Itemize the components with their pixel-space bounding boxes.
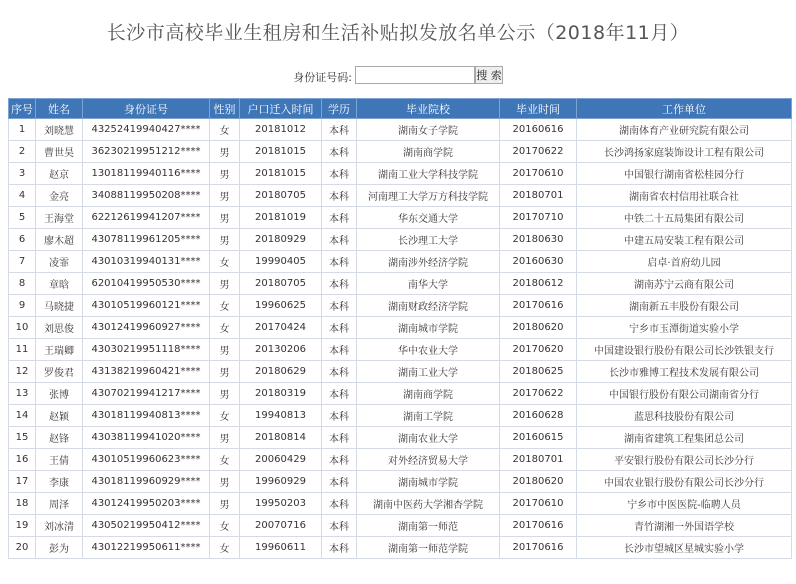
cell-index: 10: [9, 317, 36, 339]
cell-gender: 男: [210, 207, 240, 229]
cell-hukou-date: 20170424: [240, 317, 322, 339]
cell-degree: 本科: [322, 251, 357, 273]
cell-graduation-date: 20160630: [500, 251, 577, 273]
id-number-search-input[interactable]: [355, 66, 475, 84]
cell-name: 刘冰清: [36, 515, 83, 537]
cell-graduation-date: 20180625: [500, 361, 577, 383]
cell-name: 曹世昊: [36, 141, 83, 163]
search-button[interactable]: 搜 索: [475, 66, 503, 84]
cell-degree: 本科: [322, 537, 357, 559]
table-row: [9, 185, 792, 207]
cell-id-number: 13018119940116****: [83, 163, 210, 185]
cell-hukou-date: 20181019: [240, 207, 322, 229]
header-employer: 工作单位: [577, 99, 792, 119]
cell-hukou-date: 20180929: [240, 229, 322, 251]
cell-graduation-date: 20180612: [500, 273, 577, 295]
cell-degree: 本科: [322, 317, 357, 339]
cell-employer: 蓝思科技股份有限公司: [577, 405, 792, 427]
table-row: [9, 449, 792, 471]
cell-employer: 湖南新五丰股份有限公司: [577, 295, 792, 317]
cell-name: 廖木超: [36, 229, 83, 251]
cell-degree: 本科: [322, 229, 357, 251]
cell-name: 王倩: [36, 449, 83, 471]
cell-name: 周泽: [36, 493, 83, 515]
cell-gender: 女: [210, 405, 240, 427]
cell-index: 14: [9, 405, 36, 427]
cell-id-number: 43030219951118****: [83, 339, 210, 361]
cell-gender: 女: [210, 515, 240, 537]
cell-graduation-date: 20170622: [500, 141, 577, 163]
cell-hukou-date: 20130206: [240, 339, 322, 361]
cell-id-number: 62212619941207****: [83, 207, 210, 229]
cell-employer: 中建五局安装工程有限公司: [577, 229, 792, 251]
table-row: [9, 119, 792, 141]
header-graduation-date: 毕业时间: [500, 99, 577, 119]
cell-id-number: 43010519960623****: [83, 449, 210, 471]
cell-degree: 本科: [322, 163, 357, 185]
cell-school: 湖南商学院: [357, 383, 500, 405]
cell-school: 湖南农业大学: [357, 427, 500, 449]
cell-id-number: 43018119960929****: [83, 471, 210, 493]
cell-name: 凌霏: [36, 251, 83, 273]
cell-id-number: 43018119940813****: [83, 405, 210, 427]
cell-index: 8: [9, 273, 36, 295]
header-degree: 学历: [322, 99, 357, 119]
cell-hukou-date: 20180705: [240, 273, 322, 295]
cell-degree: 本科: [322, 427, 357, 449]
cell-gender: 女: [210, 537, 240, 559]
cell-school: 湖南第一师范学院: [357, 537, 500, 559]
cell-school: 湖南第一师范: [357, 515, 500, 537]
cell-name: 金亮: [36, 185, 83, 207]
cell-id-number: 34088119950208****: [83, 185, 210, 207]
table-row: [9, 339, 792, 361]
cell-school: 华中农业大学: [357, 339, 500, 361]
cell-employer: 湖南苏宁云商有限公司: [577, 273, 792, 295]
cell-degree: 本科: [322, 471, 357, 493]
cell-hukou-date: 20180705: [240, 185, 322, 207]
cell-id-number: 36230219951212****: [83, 141, 210, 163]
cell-id-number: 43070219941217****: [83, 383, 210, 405]
table-row: [9, 317, 792, 339]
cell-graduation-date: 20180701: [500, 449, 577, 471]
cell-degree: 本科: [322, 515, 357, 537]
cell-school: 湖南商学院: [357, 141, 500, 163]
cell-hukou-date: 19960611: [240, 537, 322, 559]
table-row: [9, 295, 792, 317]
cell-hukou-date: 19940813: [240, 405, 322, 427]
search-bar: [0, 66, 796, 86]
cell-school: 湖南工学院: [357, 405, 500, 427]
cell-school: 湖南城市学院: [357, 317, 500, 339]
cell-school: 湖南女子学院: [357, 119, 500, 141]
cell-employer: 湖南体育产业研究院有限公司: [577, 119, 792, 141]
cell-degree: 本科: [322, 339, 357, 361]
header-id-number: 身份证号: [83, 99, 210, 119]
cell-employer: 中国农业银行股份有限公司长沙分行: [577, 471, 792, 493]
cell-school: 湖南工业大学科技学院: [357, 163, 500, 185]
cell-index: 3: [9, 163, 36, 185]
table-row: [9, 515, 792, 537]
table-row: [9, 471, 792, 493]
table-row: [9, 229, 792, 251]
cell-employer: 湖南省建筑工程集团总公司: [577, 427, 792, 449]
cell-employer: 湖南省农村信用社联合社: [577, 185, 792, 207]
cell-degree: 本科: [322, 273, 357, 295]
cell-hukou-date: 20070716: [240, 515, 322, 537]
cell-gender: 女: [210, 295, 240, 317]
cell-name: 李康: [36, 471, 83, 493]
cell-degree: 本科: [322, 383, 357, 405]
table-row: [9, 537, 792, 559]
table-row: [9, 163, 792, 185]
cell-hukou-date: 20181015: [240, 141, 322, 163]
cell-hukou-date: 19950203: [240, 493, 322, 515]
cell-employer: 中铁二十五局集团有限公司: [577, 207, 792, 229]
cell-index: 20: [9, 537, 36, 559]
cell-employer: 平安银行股份有限公司长沙分行: [577, 449, 792, 471]
cell-school: 华东交通大学: [357, 207, 500, 229]
cell-index: 9: [9, 295, 36, 317]
cell-gender: 男: [210, 163, 240, 185]
cell-employer: 启卓·首府幼儿园: [577, 251, 792, 273]
id-number-label: 身份证号码:: [293, 71, 352, 84]
cell-gender: 女: [210, 317, 240, 339]
header-row: [9, 99, 792, 119]
table-row: [9, 207, 792, 229]
table-body: [9, 119, 792, 559]
cell-hukou-date: 20060429: [240, 449, 322, 471]
cell-employer: 中国银行湖南省松桂园分行: [577, 163, 792, 185]
cell-hukou-date: 20180319: [240, 383, 322, 405]
cell-index: 11: [9, 339, 36, 361]
cell-degree: 本科: [322, 361, 357, 383]
cell-graduation-date: 20170610: [500, 493, 577, 515]
cell-index: 4: [9, 185, 36, 207]
cell-gender: 男: [210, 273, 240, 295]
cell-degree: 本科: [322, 119, 357, 141]
header-index: 序号: [9, 99, 36, 119]
cell-gender: 男: [210, 383, 240, 405]
cell-gender: 男: [210, 361, 240, 383]
cell-id-number: 43012419960927****: [83, 317, 210, 339]
cell-gender: 女: [210, 449, 240, 471]
cell-id-number: 43038119941020****: [83, 427, 210, 449]
cell-id-number: 43050219950412****: [83, 515, 210, 537]
cell-gender: 男: [210, 427, 240, 449]
cell-gender: 男: [210, 471, 240, 493]
table-row: [9, 361, 792, 383]
cell-id-number: 43012219950611****: [83, 537, 210, 559]
cell-graduation-date: 20180701: [500, 185, 577, 207]
cell-name: 赵颖: [36, 405, 83, 427]
cell-graduation-date: 20170710: [500, 207, 577, 229]
cell-name: 罗俊君: [36, 361, 83, 383]
cell-degree: 本科: [322, 405, 357, 427]
table-row: [9, 493, 792, 515]
cell-gender: 男: [210, 141, 240, 163]
cell-graduation-date: 20180620: [500, 471, 577, 493]
cell-name: 刘思俊: [36, 317, 83, 339]
cell-employer: 长沙鸿扬家庭装饰设计工程有限公司: [577, 141, 792, 163]
cell-name: 赵锋: [36, 427, 83, 449]
cell-school: 湖南财政经济学院: [357, 295, 500, 317]
cell-graduation-date: 20180620: [500, 317, 577, 339]
cell-school: 南华大学: [357, 273, 500, 295]
cell-school: 河南理工大学万方科技学院: [357, 185, 500, 207]
cell-school: 对外经济贸易大学: [357, 449, 500, 471]
cell-employer: 长沙市望城区星城实验小学: [577, 537, 792, 559]
cell-graduation-date: 20160615: [500, 427, 577, 449]
cell-index: 18: [9, 493, 36, 515]
cell-hukou-date: 20180814: [240, 427, 322, 449]
cell-graduation-date: 20170616: [500, 515, 577, 537]
cell-name: 赵京: [36, 163, 83, 185]
cell-employer: 青竹湖湘一外国语学校: [577, 515, 792, 537]
cell-degree: 本科: [322, 141, 357, 163]
table-row: [9, 273, 792, 295]
cell-id-number: 43010319940131****: [83, 251, 210, 273]
cell-school: 湖南中医药大学湘杏学院: [357, 493, 500, 515]
cell-school: 长沙理工大学: [357, 229, 500, 251]
table-row: [9, 405, 792, 427]
cell-index: 5: [9, 207, 36, 229]
cell-id-number: 43078119961205****: [83, 229, 210, 251]
cell-hukou-date: 19960625: [240, 295, 322, 317]
cell-employer: 宁乡市玉潭街道实验小学: [577, 317, 792, 339]
cell-hukou-date: 20181012: [240, 119, 322, 141]
cell-degree: 本科: [322, 493, 357, 515]
table-row: [9, 427, 792, 449]
cell-school: 湖南工业大学: [357, 361, 500, 383]
table-row: [9, 383, 792, 405]
header-hukou-date: 户口迁入时间: [240, 99, 322, 119]
cell-index: 1: [9, 119, 36, 141]
cell-name: 张博: [36, 383, 83, 405]
cell-graduation-date: 20160628: [500, 405, 577, 427]
cell-name: 王瑞卿: [36, 339, 83, 361]
subsidy-roster-table: [8, 98, 792, 559]
cell-hukou-date: 20180629: [240, 361, 322, 383]
cell-id-number: 43252419940427****: [83, 119, 210, 141]
cell-index: 16: [9, 449, 36, 471]
cell-index: 19: [9, 515, 36, 537]
cell-id-number: 43012419950203****: [83, 493, 210, 515]
cell-employer: 宁乡市中医医院-临聘人员: [577, 493, 792, 515]
cell-graduation-date: 20170616: [500, 295, 577, 317]
cell-gender: 女: [210, 119, 240, 141]
cell-gender: 男: [210, 185, 240, 207]
cell-degree: 本科: [322, 449, 357, 471]
cell-graduation-date: 20160616: [500, 119, 577, 141]
cell-degree: 本科: [322, 295, 357, 317]
cell-employer: 中国银行股份有限公司湖南省分行: [577, 383, 792, 405]
cell-index: 2: [9, 141, 36, 163]
cell-id-number: 62010419950530****: [83, 273, 210, 295]
cell-index: 12: [9, 361, 36, 383]
cell-gender: 男: [210, 493, 240, 515]
cell-graduation-date: 20170616: [500, 537, 577, 559]
cell-name: 马晓捷: [36, 295, 83, 317]
cell-id-number: 43010519960121****: [83, 295, 210, 317]
cell-gender: 男: [210, 229, 240, 251]
table-row: [9, 251, 792, 273]
cell-degree: 本科: [322, 185, 357, 207]
cell-name: 王海堂: [36, 207, 83, 229]
cell-name: 刘晓慧: [36, 119, 83, 141]
cell-hukou-date: 19960929: [240, 471, 322, 493]
cell-employer: 长沙市雅博工程技术发展有限公司: [577, 361, 792, 383]
cell-name: 彭为: [36, 537, 83, 559]
header-gender: 性别: [210, 99, 240, 119]
cell-hukou-date: 20181015: [240, 163, 322, 185]
cell-hukou-date: 19990405: [240, 251, 322, 273]
cell-name: 章晗: [36, 273, 83, 295]
cell-gender: 男: [210, 339, 240, 361]
cell-graduation-date: 20170622: [500, 383, 577, 405]
cell-index: 6: [9, 229, 36, 251]
header-name: 姓名: [36, 99, 83, 119]
cell-degree: 本科: [322, 207, 357, 229]
cell-index: 7: [9, 251, 36, 273]
cell-index: 17: [9, 471, 36, 493]
cell-employer: 中国建设银行股份有限公司长沙铁银支行: [577, 339, 792, 361]
page-title: 长沙市高校毕业生租房和生活补贴拟发放名单公示（2018年11月）: [106, 22, 690, 44]
cell-gender: 女: [210, 251, 240, 273]
cell-school: 湖南涉外经济学院: [357, 251, 500, 273]
cell-graduation-date: 20170610: [500, 163, 577, 185]
cell-id-number: 43138219960421****: [83, 361, 210, 383]
cell-index: 15: [9, 427, 36, 449]
table-row: [9, 141, 792, 163]
cell-index: 13: [9, 383, 36, 405]
cell-graduation-date: 20170620: [500, 339, 577, 361]
cell-school: 湖南城市学院: [357, 471, 500, 493]
header-school: 毕业院校: [357, 99, 500, 119]
table-header: [9, 99, 792, 119]
cell-graduation-date: 20180630: [500, 229, 577, 251]
